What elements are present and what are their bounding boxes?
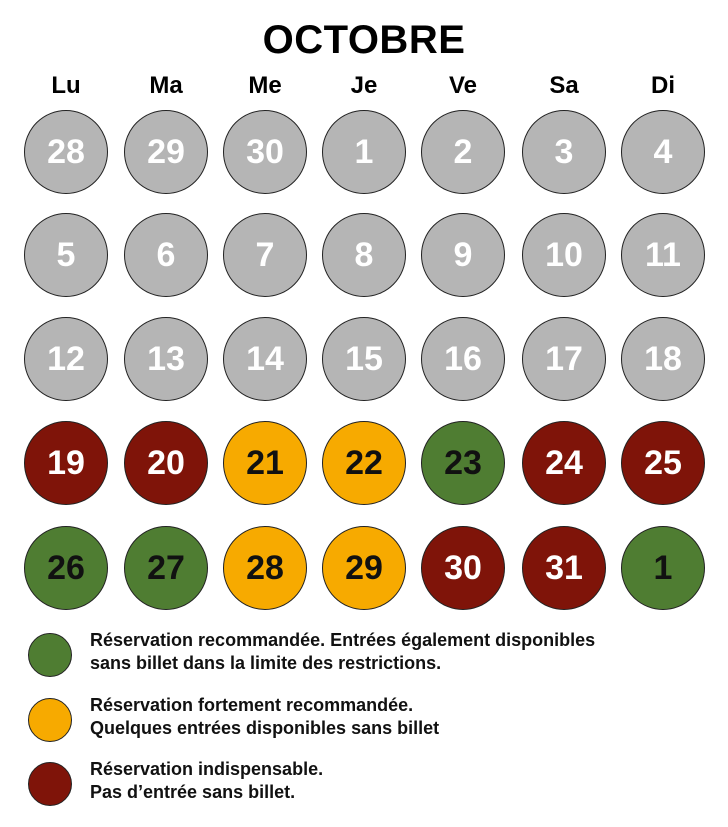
day-circle-red: 30	[421, 526, 505, 610]
day-circle-grey: 28	[24, 110, 108, 194]
day-circle-grey: 5	[24, 213, 108, 297]
weekday-label: Lu	[51, 72, 81, 99]
legend-text	[90, 629, 595, 675]
day-circle-grey: 9	[421, 213, 505, 297]
day-circle-red: 19	[24, 421, 108, 505]
day-circle-red: 25	[621, 421, 705, 505]
legend-line: sans billet dans la limite des restrictions.	[90, 653, 442, 673]
day-circle-yellow: 29	[322, 526, 406, 610]
day-circle-grey: 6	[124, 213, 208, 297]
day-circle-yellow: 21	[223, 421, 307, 505]
legend-line: Réservation fortement recommandée.	[90, 695, 414, 715]
legend-line: Réservation indispensable.	[90, 759, 324, 779]
legend-text	[90, 758, 323, 804]
day-circle-grey: 14	[223, 317, 307, 401]
weekday-label: Di	[651, 72, 675, 99]
weekday-label: Ve	[448, 72, 478, 99]
legend-item-red	[28, 759, 708, 822]
legend-item-yellow	[28, 695, 708, 758]
day-circle-green: 26	[24, 526, 108, 610]
day-circle-red: 20	[124, 421, 208, 505]
day-circle-green: 23	[421, 421, 505, 505]
day-circle-green: 27	[124, 526, 208, 610]
day-circle-grey: 13	[124, 317, 208, 401]
day-circle-grey: 7	[223, 213, 307, 297]
day-circle-green: 1	[621, 526, 705, 610]
weekday-label: Me	[248, 72, 282, 99]
day-circle-red: 24	[522, 421, 606, 505]
legend-dot	[28, 633, 72, 677]
day-circle-grey: 10	[522, 213, 606, 297]
day-circle-grey: 3	[522, 110, 606, 194]
day-circle-grey: 15	[322, 317, 406, 401]
day-circle-grey: 12	[24, 317, 108, 401]
weekday-label: Ma	[149, 72, 183, 99]
day-circle-red: 31	[522, 526, 606, 610]
calendar-title: OCTOBRE	[262, 18, 466, 62]
legend-dot	[28, 762, 72, 806]
legend-line: Réservation recommandée. Entrées également disponibles	[90, 630, 596, 650]
weekday-label: Je	[350, 72, 378, 99]
day-circle-grey: 4	[621, 110, 705, 194]
day-circle-grey: 16	[421, 317, 505, 401]
legend-dot	[28, 698, 72, 742]
legend-line: Pas d’entrée sans billet.	[90, 782, 296, 802]
day-circle-grey: 29	[124, 110, 208, 194]
weekday-label: Sa	[549, 72, 579, 99]
day-circle-grey: 17	[522, 317, 606, 401]
day-circle-grey: 11	[621, 213, 705, 297]
legend-item-green	[28, 630, 708, 693]
day-circle-grey: 1	[322, 110, 406, 194]
day-circle-grey: 2	[421, 110, 505, 194]
day-circle-grey: 8	[322, 213, 406, 297]
legend-text	[90, 694, 439, 740]
day-circle-yellow: 28	[223, 526, 307, 610]
day-circle-yellow: 22	[322, 421, 406, 505]
legend-line: Quelques entrées disponibles sans billet	[90, 718, 440, 738]
day-circle-grey: 30	[223, 110, 307, 194]
day-circle-grey: 18	[621, 317, 705, 401]
